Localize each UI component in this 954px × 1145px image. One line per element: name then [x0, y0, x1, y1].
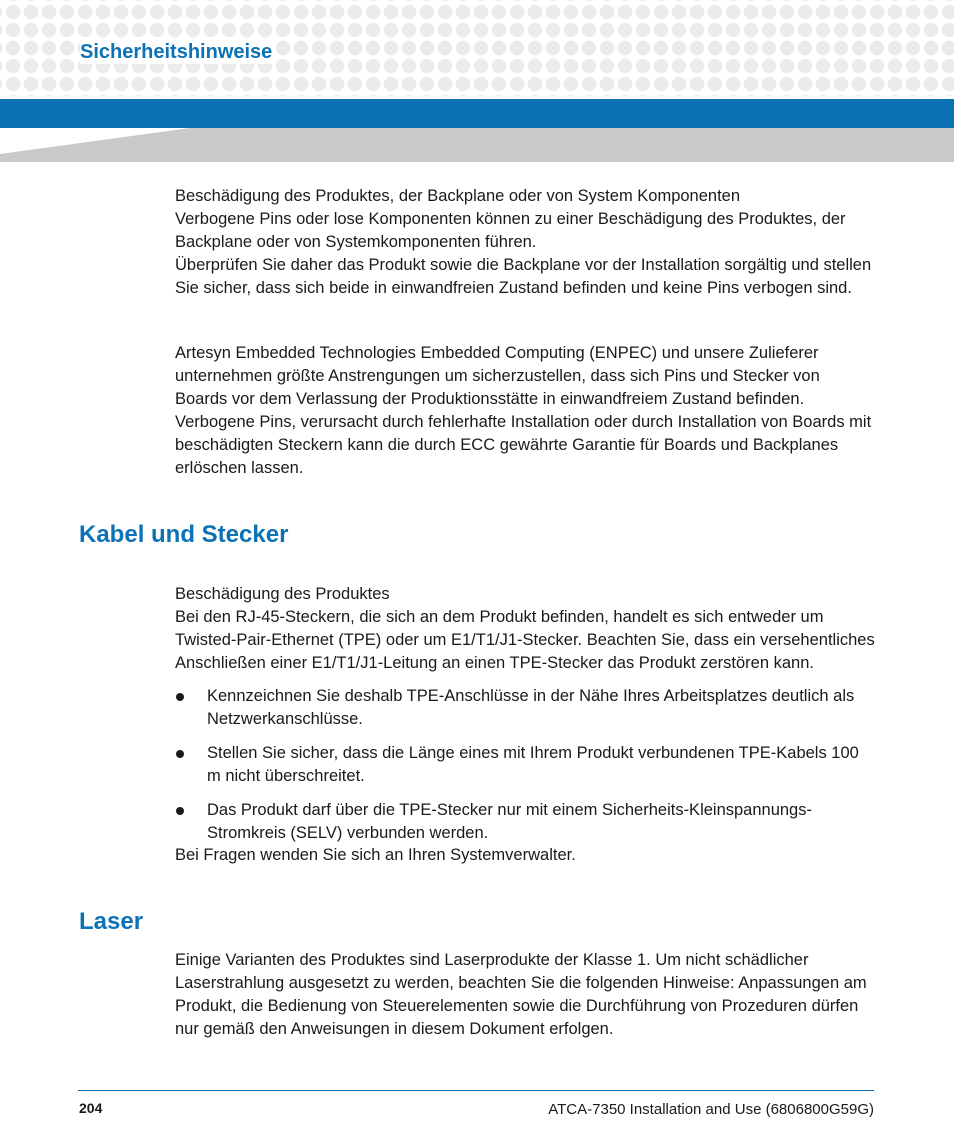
header-accent-bar: [0, 99, 954, 128]
bullet-icon: [176, 693, 184, 701]
heading-laser: Laser: [79, 908, 144, 935]
footer-divider: [78, 1090, 874, 1091]
header-gray-wedge: [0, 128, 954, 162]
body-paragraph: Artesyn Embedded Technologies Embedded Computing (ENPEC) und unsere Zulieferer unternehmen größte Anstrengungen um sicherzustellen, dass sich Pins und Stecker von Boards vor dem Verlassung der Produktionsstätte in einwandfreiem Zustand befinden. Verbogene Pins, verursacht durch fehlerhafte Installation oder durch Installation von Boards mit beschädigten Steckern kann die durch ECC gewährte Garantie für Boards und Backplanes erlöschen lassen.: [175, 344, 872, 477]
paragraph-artesyn: [175, 342, 875, 480]
page-number: 204: [79, 1100, 103, 1116]
page-section-title: Sicherheitshinweise: [80, 41, 276, 64]
list-item-text: Stellen Sie sicher, dass die Länge eines mit Ihrem Produkt verbundenen TPE-Kabels 100 m nicht überschreitet.: [207, 744, 859, 785]
heading-kabel-und-stecker: Kabel und Stecker: [79, 521, 289, 548]
body-paragraph: Bei Fragen wenden Sie sich an Ihren Systemverwalter.: [175, 846, 576, 864]
list-item: [175, 742, 875, 788]
bullet-icon: [176, 750, 184, 758]
body-paragraph: Einige Varianten des Produktes sind Laserprodukte der Klasse 1. Um nicht schädlicher Laserstrahlung ausgesetzt zu werden, beachten Sie die folgenden Hinweise: Anpassungen am Produkt, die Bedienung von Steuerelementen sowie die Durchführung von Prozeduren dürfen nur gemäß den Anweisungen in diesem Dokument erfolgen.: [175, 951, 867, 1038]
warning-block-rj45: [175, 583, 875, 675]
list-item-text: Kennzeichnen Sie deshalb TPE-Anschlüsse in der Nähe Ihres Arbeitsplatzes deutlich als Netzwerkanschlüsse.: [207, 687, 855, 728]
warning-line: Überprüfen Sie daher das Produkt sowie die Backplane vor der Installation sorgältig und stellen Sie sicher, dass sich beide in einwandfreien Zustand befinden und keine Pins verbogen sind.: [175, 256, 872, 297]
warning-title: Beschädigung des Produktes, der Backplane oder von System Komponenten: [175, 187, 741, 205]
warning-line: Verbogene Pins oder lose Komponenten können zu einer Beschädigung des Produktes, der Backplane oder von Systemkomponenten führen.: [175, 210, 846, 251]
bullet-icon: [176, 807, 184, 815]
paragraph-laser: [175, 949, 875, 1041]
warning-title: Beschädigung des Produktes: [175, 585, 390, 603]
warning-line: Bei den RJ-45-Steckern, die sich an dem Produkt befinden, handelt es sich entweder um Twisted-Pair-Ethernet (TPE) oder um E1/T1/J1-Stecker. Beachten Sie, dass ein versehentliches Anschließen einer E1/T1/J1-Leitung an einen TPE-Stecker das Produkt zerstören kann.: [175, 608, 875, 672]
list-item-text: Das Produkt darf über die TPE-Stecker nur mit einem Sicherheits-Kleinspannungs-Stromkreis (SELV) verbunden werden.: [207, 801, 812, 842]
bullet-list: [175, 685, 875, 856]
warning-block-pins: [175, 185, 875, 300]
list-item: [175, 685, 875, 731]
list-item: [175, 799, 875, 845]
document-title: ATCA-7350 Installation and Use (6806800G59G): [548, 1101, 874, 1118]
closing-line: [175, 844, 875, 867]
